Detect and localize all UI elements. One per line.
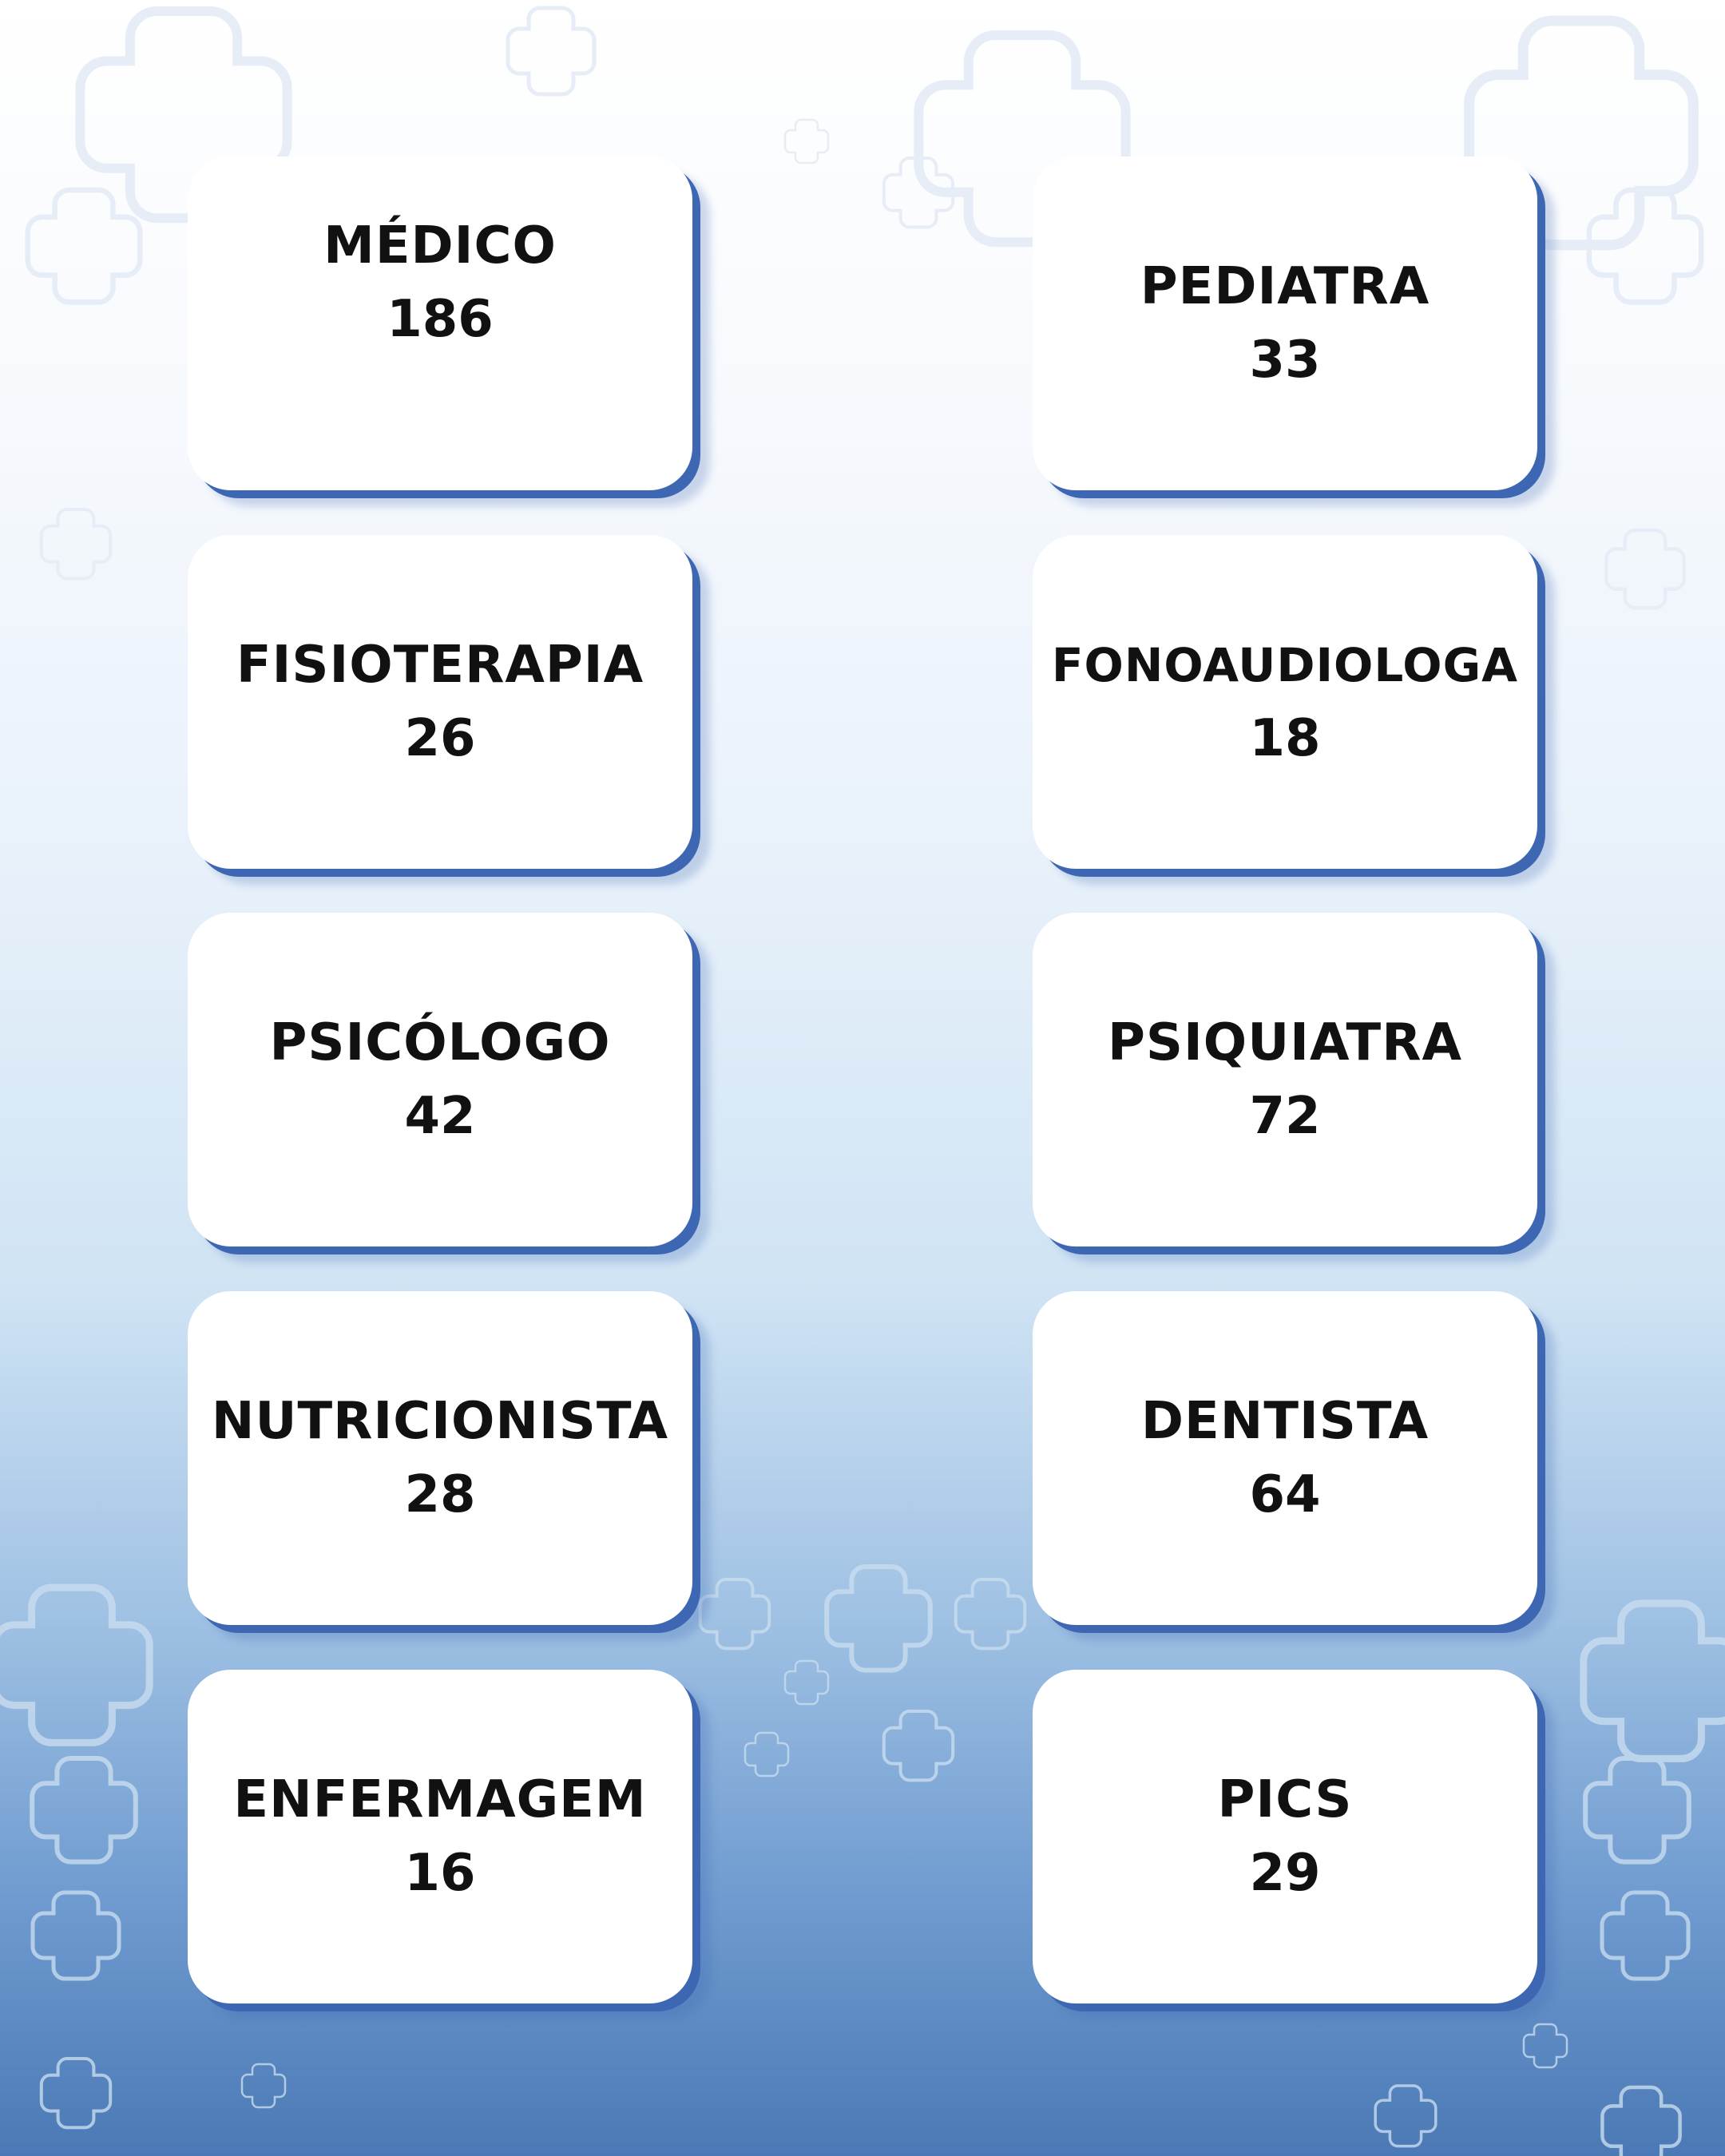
card-value: 72 bbox=[1249, 1087, 1321, 1146]
card-label: PSICÓLOGO bbox=[269, 1013, 611, 1072]
card-medico bbox=[188, 157, 692, 490]
card-label: NUTRICIONISTA bbox=[211, 1392, 669, 1451]
card-psiquiatra bbox=[1033, 913, 1537, 1246]
card-label: MÉDICO bbox=[323, 216, 557, 275]
card-enfermagem bbox=[188, 1670, 692, 2003]
card-value: 28 bbox=[404, 1465, 476, 1524]
card-value: 33 bbox=[1249, 331, 1321, 390]
card-pics bbox=[1033, 1670, 1537, 2003]
card-psicologo bbox=[188, 913, 692, 1246]
card-fonoaudiologa bbox=[1033, 535, 1537, 869]
card-value: 16 bbox=[404, 1844, 476, 1903]
card-label: FISIOTERAPIA bbox=[236, 636, 644, 695]
card-label: FONOAUDIOLOGA bbox=[1051, 638, 1519, 692]
card-value: 29 bbox=[1249, 1844, 1321, 1903]
card-fisioterapia bbox=[188, 535, 692, 869]
card-value: 186 bbox=[387, 290, 494, 349]
card-pediatra bbox=[1033, 157, 1537, 490]
card-label: PICS bbox=[1217, 1770, 1353, 1829]
card-nutricionista bbox=[188, 1291, 692, 1625]
card-value: 42 bbox=[404, 1087, 476, 1146]
card-label: ENFERMAGEM bbox=[233, 1770, 647, 1829]
card-value: 26 bbox=[404, 709, 476, 768]
card-label: PEDIATRA bbox=[1140, 257, 1430, 316]
card-dentista bbox=[1033, 1291, 1537, 1625]
card-value: 64 bbox=[1249, 1465, 1321, 1524]
card-value: 18 bbox=[1249, 709, 1321, 768]
card-label: PSIQUIATRA bbox=[1107, 1013, 1463, 1072]
card-label: DENTISTA bbox=[1140, 1392, 1430, 1451]
